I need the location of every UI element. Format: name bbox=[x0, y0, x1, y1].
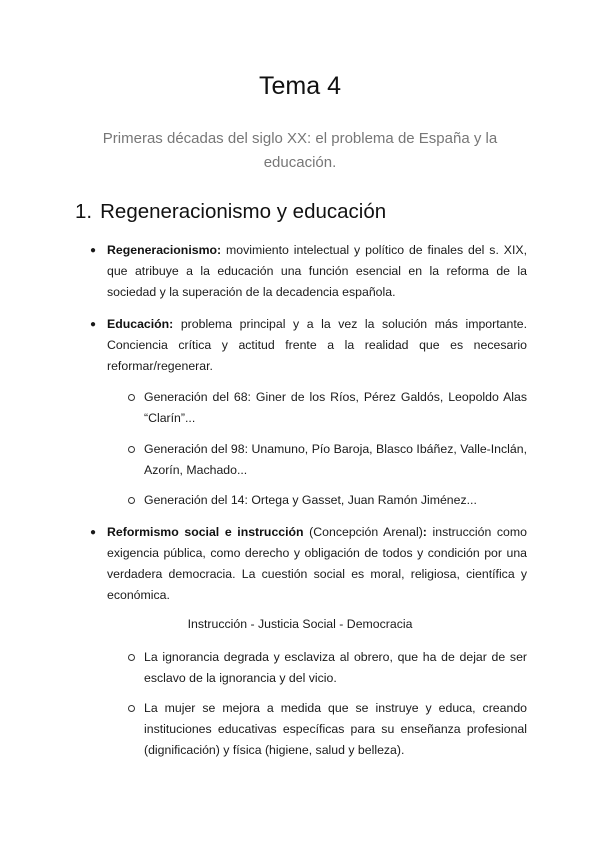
generation-item: Generación del 98: Unamuno, Pío Baroja, Blasco Ibáñez, Valle-Inclán, Azorín, Machado... bbox=[144, 439, 527, 481]
bullet-dot: ● bbox=[90, 245, 97, 256]
circle-bullet-icon bbox=[128, 705, 135, 712]
document-title: Tema 4 bbox=[259, 72, 341, 100]
bullet-dot: ● bbox=[90, 319, 97, 330]
circle-bullet-icon bbox=[128, 497, 135, 504]
circle-bullet-icon bbox=[128, 446, 135, 453]
bullet-term: Educación: bbox=[107, 317, 174, 331]
motto-line: Instrucción - Justicia Social - Democracia bbox=[187, 617, 413, 631]
bullet-educacion bbox=[90, 314, 527, 377]
bullet-text: movimiento intelectual y político de finales del s. XIX, que atribuye a la educación una función esencial en la reforma de la sociedad y la superación de la decadencia española. bbox=[107, 243, 527, 299]
generation-item: Generación del 68: Giner de los Ríos, Pérez Galdós, Leopoldo Alas “Clarín”... bbox=[144, 387, 527, 429]
circle-bullet-icon bbox=[128, 394, 135, 401]
section-number: 1. bbox=[75, 200, 93, 223]
section-heading bbox=[75, 200, 386, 224]
bullet-paren: (Concepción Arenal) bbox=[303, 525, 423, 539]
bullet-term: Reformismo social e instrucción bbox=[107, 525, 304, 539]
generation-item: Generación del 14: Ortega y Gasset, Juan Ramón Jiménez... bbox=[144, 490, 527, 511]
section-heading-text: Regeneracionismo y educación bbox=[100, 200, 387, 223]
circle-bullet-icon bbox=[128, 654, 135, 661]
bullet-text: instrucción como exigencia pública, como derecho y obligación de todos y condición por una verdadera democracia. La cuestión social es moral, religiosa, científica y económica. bbox=[107, 525, 527, 602]
bullet-text: problema principal y a la vez la solución más importante. Conciencia crítica y actitud frente a la realidad que es necesario reformar/regenerar. bbox=[107, 317, 527, 373]
reform-point: La mujer se mejora a medida que se instruye y educa, creando instituciones educativas específicas para su enseñanza profesional (dignificación) y física (higiene, salud y belleza). bbox=[144, 698, 527, 761]
bullet-dot: ● bbox=[90, 527, 97, 538]
document-subtitle: Primeras décadas del siglo XX: el problema de España y la educación. bbox=[102, 130, 498, 171]
bullet-term: Regeneracionismo: bbox=[107, 243, 222, 257]
reform-point: La ignorancia degrada y esclaviza al obrero, que ha de dejar de ser esclavo de la ignorancia y del vicio. bbox=[144, 647, 527, 689]
bullet-reformismo: ● Reformismo social e instrucción (Concepción Arenal): instrucción como exigencia pública, como derecho y obligación de todos y condición por una verdadera democracia. La cuestión social es moral, religiosa, científica y económica. bbox=[107, 522, 527, 606]
bullet-regeneracionismo bbox=[90, 240, 527, 303]
